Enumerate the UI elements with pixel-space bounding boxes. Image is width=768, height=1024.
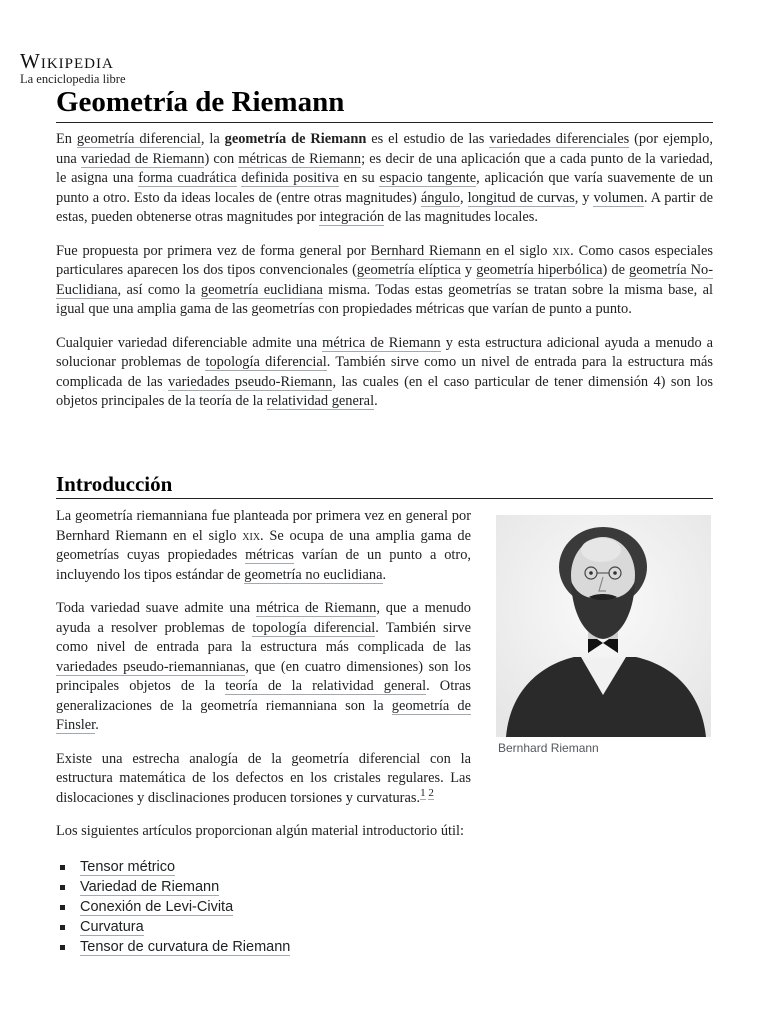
- link-geometria-no-euclidiana-2[interactable]: geometría no euclidiana: [244, 566, 383, 583]
- page-title: Geometría de Riemann: [56, 84, 713, 123]
- link-geometria-diferencial[interactable]: geometría diferencial: [76, 131, 201, 147]
- link-angulo[interactable]: ángulo: [420, 189, 460, 206]
- link-geometria-de-finsler[interactable]: geometría de Finsler: [56, 697, 471, 733]
- list-item: [56, 857, 471, 877]
- logo-title: Wikipedia: [20, 49, 114, 73]
- reference-1[interactable]: 1: [420, 786, 426, 799]
- link-volumen[interactable]: volumen: [593, 189, 644, 206]
- figure-caption: Bernhard Riemann: [498, 741, 599, 755]
- list-item: [56, 897, 471, 917]
- link-conexion-levi-civita[interactable]: Conexión de Levi-Civita: [80, 899, 234, 915]
- logo-subtitle: La enciclopedia libre: [20, 72, 126, 86]
- list-item: [56, 917, 471, 937]
- link-variedades-pseudo-riemann[interactable]: variedades pseudo-Riemann: [168, 373, 333, 390]
- link-variedad-riemann[interactable]: Variedad de Riemann: [80, 879, 220, 895]
- article-lead: [56, 130, 713, 426]
- link-variedades-diferenciales[interactable]: variedades diferenciales: [489, 131, 630, 147]
- introduction-section: [56, 507, 471, 856]
- link-geometria-no-euclidiana[interactable]: geometría No-Euclidiana: [56, 262, 714, 298]
- link-forma-cuadratica[interactable]: forma cuadrática: [138, 170, 237, 186]
- reference-2[interactable]: 2: [428, 786, 434, 799]
- link-metrica-de-riemann[interactable]: métrica de Riemann: [322, 334, 441, 351]
- paragraph: Fue propuesta por primera vez de forma general por Bernhard Riemann en el siglo xix. Como casos especiales particulares aparecen los dos tipos convencionales (geometría elíptica y geometría hiperbólica) de geometría No-Euclidiana, así como la geometría euclidiana misma. Todas estas geometrías se tratan sobre la misma base, al igual que una amplia gama de las geometrías con propiedades métricas que varían de punto a punto.: [56, 242, 714, 317]
- link-tensor-metrico[interactable]: Tensor métrico: [80, 859, 176, 875]
- paragraph: Existe una estrecha analogía de la geometría diferencial con la estructura matemática de los defectos en los cristales regulares. Las dislocaciones y disclinaciones producen torsiones y curvaturas.$^{1 2}$: [56, 750, 471, 806]
- paragraph: En geometría diferencial, la geometría de Riemann es el estudio de las variedades diferenciales (por ejemplo, una variedad de Riemann) con métricas de Riemann; es decir de una aplicación que a cada punto de la variedad, le asigna una forma cuadrática definida positiva en su espacio tangente, aplicación que varía suavemente de un punto a otro. Esto da ideas locales de (entre otras magnitudes) ángulo, longitud de curvas, y volumen. A partir de estas, pueden obtenerse otras magnitudes por integración de las magnitudes locales.: [56, 131, 713, 225]
- link-bernhard-riemann[interactable]: Bernhard Riemann: [370, 242, 481, 259]
- link-espacio-tangente[interactable]: espacio tangente: [379, 170, 477, 186]
- link-geometria-eliptica[interactable]: geometría elíptica: [356, 262, 461, 278]
- paragraph: Toda variedad suave admite una métrica de Riemann, que a menudo ayuda a resolver problemas de topología diferencial. También sirve como nivel de entrada para la estructura más complicada de las variedades pseudo-riemannianas, que (en cuatro dimensiones) son los principales objetos de la teoría de la relatividad general. Otras generalizaciones de la geometría riemanniana son la geometría de Finsler.: [56, 600, 471, 733]
- wikipedia-logo[interactable]: [20, 50, 220, 86]
- paragraph: Cualquier variedad diferenciable admite una métrica de Riemann y esta estructura adicional ayuda a menudo a solucionar problemas de topología diferencial. También sirve como un nivel de entrada para la estructura más complicada de las variedades pseudo-Riemann, las cuales (en el caso particular de tener dimensión 4) son los objetos principales de la teoría de la relatividad general.: [56, 334, 713, 409]
- link-variedades-pseudo-riemannianas[interactable]: variedades pseudo-riemannianas: [56, 658, 246, 675]
- section-heading-introduccion: Introducción: [56, 470, 713, 499]
- link-teoria-relatividad-general[interactable]: teoría de la relatividad general: [225, 678, 427, 694]
- riemann-figure: [496, 515, 711, 755]
- link-metricas-de-riemann[interactable]: métricas de Riemann: [238, 150, 362, 167]
- paragraph: La geometría riemanniana fue planteada por primera vez en general por Bernhard Riemann en el siglo xix. Se ocupa de una amplia gama de geometrías cuyas propiedades métricas varían de un punto a otro, incluyendo los tipos estándar de geometría no euclidiana.: [56, 508, 471, 583]
- link-longitud-de-curvas[interactable]: longitud de curvas: [467, 189, 575, 206]
- list-item: [56, 937, 471, 957]
- link-topologia-diferencial[interactable]: topología diferencial: [205, 354, 327, 370]
- riemann-portrait[interactable]: [496, 515, 711, 737]
- intro-article-list: [56, 857, 471, 957]
- link-topologia-diferencial-2[interactable]: topología diferencial: [252, 619, 376, 636]
- link-geometria-hiperbolica[interactable]: geometría hiperbólica: [476, 262, 603, 278]
- link-curvatura[interactable]: Curvatura: [80, 919, 144, 935]
- link-geometria-euclidiana[interactable]: geometría euclidiana: [200, 281, 323, 298]
- link-definida-positiva[interactable]: definida positiva: [241, 170, 339, 186]
- paragraph: Los siguientes artículos proporcionan algún material introductorio útil:: [56, 823, 465, 839]
- link-relatividad-general[interactable]: relatividad general: [266, 393, 375, 409]
- list-item: [56, 877, 471, 897]
- link-metrica-de-riemann-2[interactable]: métrica de Riemann: [256, 600, 377, 616]
- link-metricas[interactable]: métricas: [245, 547, 294, 563]
- link-integracion[interactable]: integración: [319, 209, 385, 225]
- link-tensor-curvatura-riemann[interactable]: Tensor de curvatura de Riemann: [80, 939, 291, 955]
- link-variedad-de-riemann[interactable]: variedad de Riemann: [80, 150, 205, 167]
